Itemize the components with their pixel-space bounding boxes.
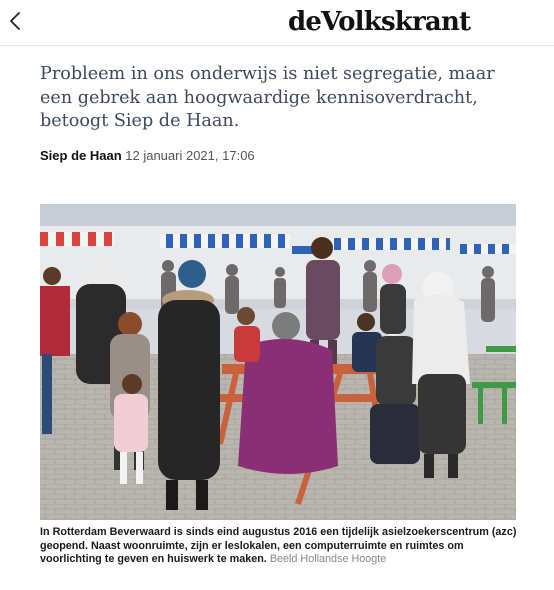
- article-intro: Probleem in ons onderwijs is niet segregatie, maar een gebrek aan hoogwaardige kennisoverdracht, betoogt Siep de Haan.: [40, 64, 495, 131]
- caption-text: In Rotterdam Beverwaard is sinds eind augustus 2016 een tijdelijk asielzoekerscentrum (azc) geopend. Naast woonruimte, zijn er leslokalen, een computerruimte en ruimtes om voorlichting te geven en huiswerk te maken.: [40, 526, 517, 566]
- photo-credit: Beeld Hollandse Hoogte: [269, 553, 387, 566]
- top-bar: [0, 0, 554, 46]
- chevron-left-icon: [6, 10, 26, 32]
- brand-logo[interactable]: deVolkskrant: [288, 7, 471, 37]
- author-link[interactable]: Siep de Haan: [40, 148, 122, 163]
- back-button[interactable]: [6, 10, 26, 32]
- article-photo[interactable]: [40, 204, 516, 520]
- byline: [40, 148, 255, 163]
- photo-caption: [40, 526, 518, 567]
- publish-date: 12 januari 2021, 17:06: [125, 148, 255, 163]
